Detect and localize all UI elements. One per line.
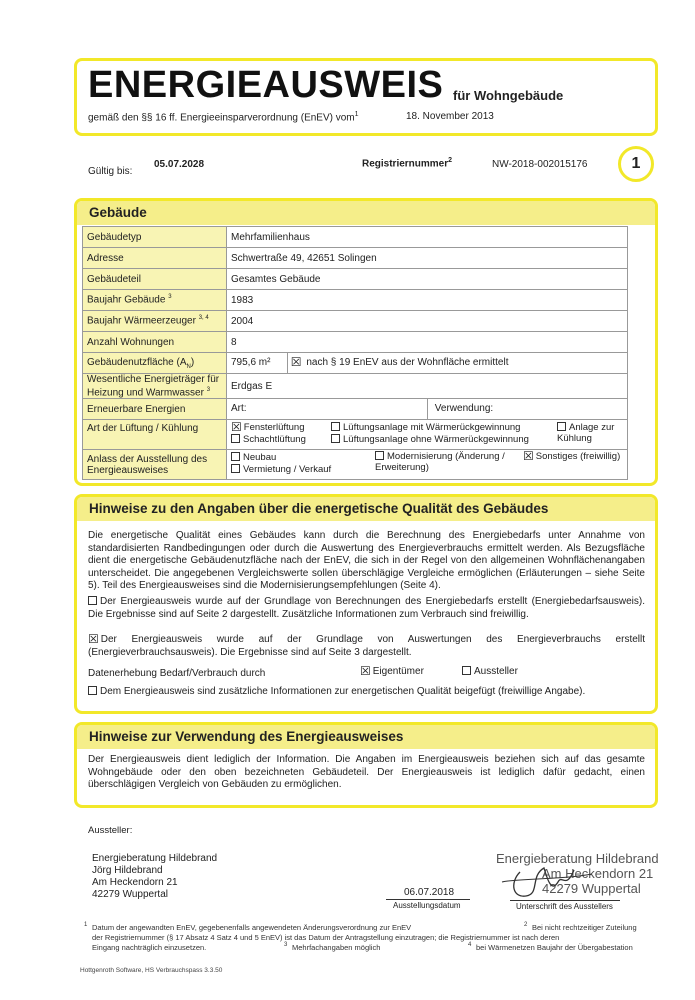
cooling-checkbox[interactable] [557,422,566,431]
occasion-newbuild-checkbox[interactable] [231,452,240,461]
occasion-other-checkbox[interactable]: ☒ [523,449,534,464]
issuer-stamp: Energieberatung Hildebrand Am Heckendorn 21 42279 Wuppertal [496,851,659,896]
footnote-3: 3 Mehrfachangaben möglich [284,942,381,952]
footnote-4: 4 bei Wärmenetzen Baujahr der Übergabestation [468,942,633,952]
software-credit: Hottgenroth Software, HS Verbrauchspass 3.3.50 [80,967,223,974]
quality-option-consumption: ☒ Der Energieausweis wurde auf der Grundlage von Auswertungen des Energieverbrauchs erstellt (Energieverbrauchsausweis). Die Ergebnisse sind auf Seite 3 dargestellt. [88,631,645,658]
document-title: ENERGIEAUSWEIS [88,64,444,106]
consumption-checkbox[interactable]: ☒ [88,631,99,646]
ventilation-shaft-checkbox[interactable] [231,434,240,443]
area-checkbox[interactable]: ☒ [290,354,302,369]
usage-section-header: Hinweise zur Verwendung des Energieausweises [77,725,655,749]
table-row: Erneuerbare Energien Art: Verwendung: [83,399,628,420]
footnote-1-end: Eingang nachträglich einzusetzen. [92,943,207,952]
quality-paragraph: Die energetische Qualität eines Gebäudes kann durch die Berechnung des Energiebedarfs unter Annahme von standardisierten Randbedingungen oder durch die Auswertung des Energieverbrauchs ermittelt werden. Als Bezugsfläche dient die energetische Gebäudenutzfläche nach der EnEV, die sich in der Regel von den allgemeinen Wohnflächenangaben unterscheidet. Die angegebenen Vergleichswerte sollen überschlägige Vergleiche ermöglichen (Erläuterungen – siehe Seite 5). Teil des Energieausweises sind die Modernisierungsempfehlungen (Seite 4). [88,530,645,591]
occasion-modernization-checkbox[interactable] [375,451,384,460]
issue-date-label: Ausstellungsdatum [393,901,461,910]
issue-date: 06.07.2018 [404,887,455,898]
ventilation-heatrecovery-checkbox[interactable] [331,422,340,431]
footnote-1: 1 Datum der angewandten EnEV, gegebenenfalls angewendeten Änderungsverordnung zur EnEV [84,922,412,932]
quality-option-additional: Dem Energieausweis sind zusätzliche Informationen zur energetischen Qualität beigefügt (freiwillige Angabe). [88,686,585,697]
building-section-header: Gebäude [77,201,655,225]
table-row: Gebäudetyp Mehrfamilienhaus [83,227,628,248]
page-number-badge: 1 [618,146,654,182]
table-row: Gebäudeteil Gesamtes Gebäude [83,269,628,290]
table-row: Wesentliche Energieträger für Heizung und Warmwasser $^3$ Erdgas E [83,374,628,399]
occasion-rent-checkbox[interactable] [231,464,240,473]
issuer-checkbox[interactable] [462,666,471,675]
data-owner-option: ☒ Eigentümer [360,663,424,678]
table-row: Art der Lüftung / Kühlung ☒ Fensterlüftung Schachtlüftung Lüftungsanlage mit Wärmerückgewinnung Lüftungsanlage ohne Wärmerückgewinnung Anlage zur Kühlung [83,420,628,450]
data-issuer-option: Aussteller [462,666,518,677]
usage-text: Der Energieausweis dient lediglich der Information. Die Angaben im Energieausweis beziehen sich auf das gesamte Wohngebäude oder den oben bezeichneten Gebäudeteil. Der Energieausweis ist lediglich dafür gedacht, einen überschlägigen Vergleich von Gebäuden zu ermöglichen. [88,754,645,790]
table-row: Gebäudenutzfläche $(A_N)$ 795,6 m² ☒ nach § 19 EnEV aus der Wohnfläche ermittelt [83,353,628,374]
document-subtitle: für Wohngebäude [453,88,564,103]
table-row: Baujahr Wärmeerzeuger $^{3, 4}$ 2004 [83,311,628,332]
issue-date-line [386,899,470,900]
valid-label: Gültig bis: [88,166,133,177]
signature-line [510,900,620,901]
law-date: 18. November 2013 [406,111,494,122]
quality-section-header: Hinweise zu den Angaben über die energetische Qualität des Gebäudes [77,497,655,521]
additional-info-checkbox[interactable] [88,686,97,695]
table-row: Adresse Schwertraße 49, 42651 Solingen [83,248,628,269]
reg-label: Registriernummer$^2$ [362,157,453,170]
data-collection-label: Datenerhebung Bedarf/Verbrauch durch [88,668,266,679]
building-table [82,226,628,480]
owner-checkbox[interactable]: ☒ [360,663,371,678]
footnote-1-continued: der Registriernummer (§ 17 Absatz 4 Satz 4 und 5 EnEV) ist das Datum der Antragstellung einzutragen; die Registriernummer ist nach deren [92,933,560,942]
valid-date: 05.07.2028 [154,159,205,170]
demand-checkbox[interactable] [88,596,97,605]
table-row: Anzahl Wohnungen 8 [83,332,628,353]
table-row: Anlass der Ausstellung des Energieausweises Neubau Vermietung / Verkauf Modernisierung (Änderung / Erweiterung) ☒ Sonstiges (freiwillig) [83,450,628,480]
law-line: gemäß den §§ 16 ff. Energieeinsparverordnung (EnEV) vom$^1$ [88,111,359,124]
reg-number: NW-2018-002015176 [492,159,588,170]
footnote-2: 2 Bei nicht rechtzeitiger Zuteilung [524,922,637,932]
ventilation-window-checkbox[interactable]: ☒ [231,420,242,435]
issuer-address: Energieberatung Hildebrand Jörg Hildebrand Am Heckendorn 21 42279 Wuppertal [92,853,218,900]
quality-option-demand: Der Energieausweis wurde auf der Grundlage von Berechnungen des Energiebedarfs erstellt (Energiebedarfsausweis). Die Ergebnisse sind auf Seite 2 dargestellt. Zusätzliche Informationen zum Verbrauch sind freiwillig. [88,596,645,620]
signature-icon [500,852,610,906]
table-row: Baujahr Gebäude $^3$ 1983 [83,290,628,311]
ventilation-no-heatrecovery-checkbox[interactable] [331,434,340,443]
signature-label: Unterschrift des Ausstellers [516,902,613,911]
issuer-label: Aussteller: [88,825,133,836]
